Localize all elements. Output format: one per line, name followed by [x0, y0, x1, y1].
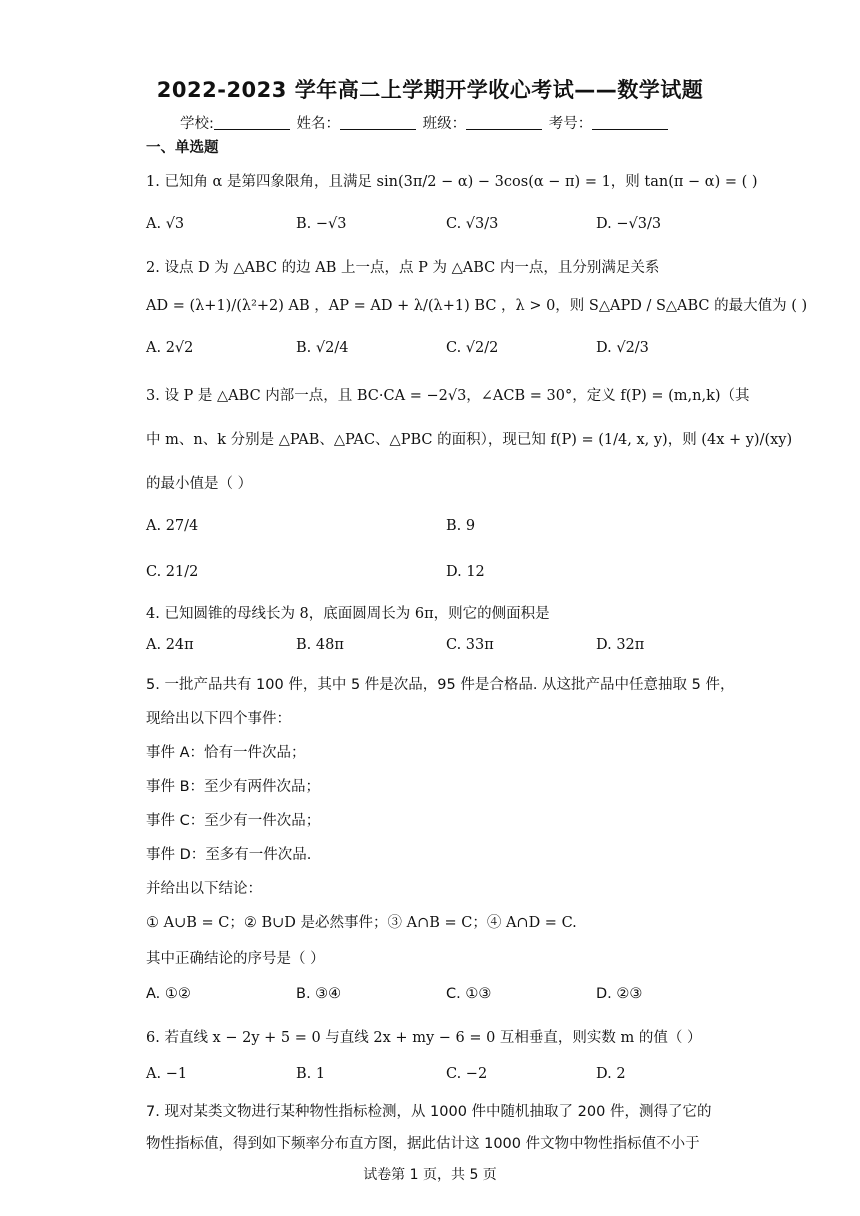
q5-conclusion-intro: 并给出以下结论：: [146, 881, 262, 897]
q3-stem-line2: 中 m、n、k 分别是 △PAB、△PAC、△PBC 的面积），现已知 f(P) = (1/4, x, y)，则 (4x + y)/(xy): [146, 432, 793, 448]
page-title: 2022-2023 学年高二上学期开学收心考试——数学试题: [156, 78, 704, 102]
q3-option-d: D. 12: [446, 564, 485, 580]
name-label: 姓名：: [296, 116, 340, 132]
q4-option-d: D. 32π: [596, 637, 645, 653]
name-blank: [340, 115, 416, 130]
q3-option-b: B. 9: [446, 518, 476, 534]
section-heading: 一、单选题: [146, 140, 219, 156]
q6-option-a: A. −1: [146, 1066, 188, 1082]
q1-option-b: B. −√3: [296, 216, 347, 232]
q5-conclusions: ① A∪B = C；② B∪D 是必然事件；③ A∩B = C；④ A∩D = C.: [146, 915, 577, 931]
q3-stem-line3: 的最小值是（ ）: [146, 476, 253, 492]
student-info-line: [180, 112, 670, 133]
q6-stem: 6. 若直线 x − 2y + 5 = 0 与直线 2x + my − 6 = 0 互相垂直，则实数 m 的值（ ）: [146, 1030, 702, 1046]
q4-option-c: C. 33π: [446, 637, 494, 653]
exam-no-blank: [592, 115, 668, 130]
q2-stem-line2: AD = (λ+1)/(λ²+2) AB ，AP = AD + λ/(λ+1) BC ，λ > 0，则 S△APD / S△ABC 的最大值为 ( ): [146, 298, 808, 314]
q3-option-c: C. 21/2: [146, 564, 199, 580]
q5-event-b: 事件 B：至少有两件次品；: [146, 779, 321, 795]
q5-event-d: 事件 D：至多有一件次品.: [146, 847, 312, 863]
q6-option-d: D. 2: [596, 1066, 626, 1082]
q2-stem-line1: 2. 设点 D 为 △ABC 的边 AB 上一点，点 P 为 △ABC 内一点，且分别满足关系: [146, 260, 660, 276]
q2-option-c: C. √2/2: [446, 340, 499, 356]
q6-option-c: C. −2: [446, 1066, 488, 1082]
class-blank: [466, 115, 542, 130]
q5-stem-line1: 5. 一批产品共有 100 件，其中 5 件是次品，95 件是合格品. 从这批产品中任意抽取 5 件，: [146, 677, 735, 693]
q1-stem: 1. 已知角 α 是第四象限角，且满足 sin(3π/2 − α) − 3cos(α − π) = 1，则 tan(π − α) = ( ): [146, 174, 758, 190]
q1-option-a: A. √3: [146, 216, 185, 232]
school-blank: [214, 115, 290, 130]
q5-option-b: B. ③④: [296, 986, 342, 1002]
q1-option-d: D. −√3/3: [596, 216, 662, 232]
q7-stem-line2: 物性指标值，得到如下频率分布直方图，据此估计这 1000 件文物中物性指标值不小于: [146, 1136, 700, 1152]
q4-option-a: A. 24π: [146, 637, 194, 653]
q3-stem-line1: 3. 设 P 是 △ABC 内部一点，且 BC·CA = −2√3，∠ACB = 30°，定义 f(P) = (m,n,k)（其: [146, 388, 750, 404]
q7-stem-line1: 7. 现对某类文物进行某种物性指标检测，从 1000 件中随机抽取了 200 件，测得了它的: [146, 1104, 712, 1120]
q2-option-d: D. √2/3: [596, 340, 649, 356]
school-label: 学校:: [180, 116, 214, 132]
q5-event-c: 事件 C：至少有一件次品；: [146, 813, 321, 829]
q5-option-d: D. ②③: [596, 986, 643, 1002]
q2-option-b: B. √2/4: [296, 340, 349, 356]
q6-option-b: B. 1: [296, 1066, 326, 1082]
q2-option-a: A. 2√2: [146, 340, 194, 356]
q5-stem-line2: 现给出以下四个事件：: [146, 711, 291, 727]
class-label: 班级：: [422, 116, 467, 132]
q4-option-b: B. 48π: [296, 637, 344, 653]
q5-event-a: 事件 A：恰有一件次品；: [146, 745, 306, 761]
q5-ask: 其中正确结论的序号是（ ）: [146, 951, 325, 967]
q5-option-c: C. ①③: [446, 986, 492, 1002]
q3-option-a: A. 27/4: [146, 518, 199, 534]
page-footer: 试卷第 1 页，共 5 页: [363, 1167, 497, 1183]
exam-no-label: 考号：: [548, 116, 593, 132]
q4-stem: 4. 已知圆锥的母线长为 8，底面圆周长为 6π，则它的侧面积是: [146, 606, 550, 622]
q5-option-a: A. ①②: [146, 986, 191, 1002]
q1-option-c: C. √3/3: [446, 216, 499, 232]
